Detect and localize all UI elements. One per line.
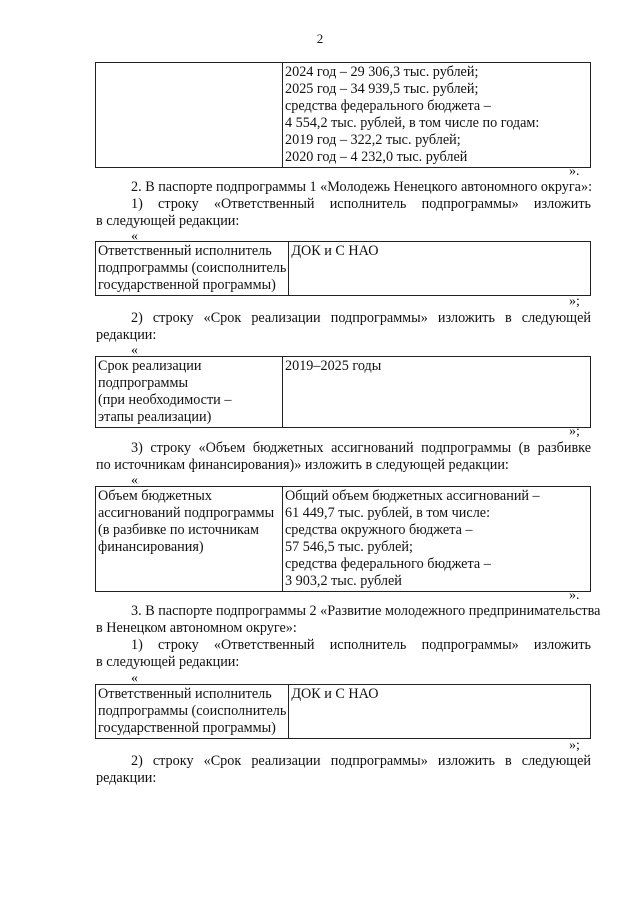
table-line: 4 554,2 тыс. рублей, в том числе по годам: <box>285 115 540 131</box>
table-line: средства федерального бюджета – <box>285 556 491 572</box>
opening-quote: « <box>131 343 138 358</box>
table-cell-left <box>96 685 289 739</box>
responsible-executor-table-2 <box>95 684 591 739</box>
closing-quote: »; <box>569 294 580 309</box>
item-3-sub-2-text-cont: редакции: <box>96 770 157 786</box>
table-line: этапы реализации) <box>98 409 212 425</box>
item-3-sub-1-text-cont: в следующей редакции: <box>96 654 240 670</box>
table-cell-left <box>96 357 283 428</box>
budget-allocation-table <box>95 486 591 592</box>
table-line: Объем бюджетных <box>98 488 212 504</box>
item-2-sub-3-text-cont: по источникам финансирования)» изложить в следующей редакции: <box>96 457 509 473</box>
item-2-sub-2-text-cont: редакции: <box>96 327 157 343</box>
table-line: (при необходимости – <box>98 392 232 408</box>
table-line: средства федерального бюджета – <box>285 98 491 114</box>
responsible-executor-table-1 <box>95 241 591 296</box>
table-line: Ответственный исполнитель <box>98 243 272 259</box>
table-line: Ответственный исполнитель <box>98 686 272 702</box>
opening-quote: « <box>131 229 138 244</box>
table-line: государственной программы) <box>98 277 276 293</box>
table-line: 3 903,2 тыс. рублей <box>285 573 402 589</box>
table-cell-left <box>96 487 283 592</box>
table-cell-right <box>283 487 591 592</box>
table-line: финансирования) <box>98 539 204 555</box>
table-line: (в разбивке по источникам <box>98 522 259 538</box>
opening-quote: « <box>131 671 138 686</box>
table-line: ассигнований подпрограммы <box>98 505 275 521</box>
table-line: 2024 год – 29 306,3 тыс. рублей; <box>285 64 479 80</box>
table-line: 2019–2025 годы <box>285 358 382 374</box>
item-2-sub-1-text: 1) строку «Ответственный исполнитель подпрограммы» изложить <box>131 196 591 212</box>
item-3-sub-1-text: 1) строку «Ответственный исполнитель подпрограммы» изложить <box>131 637 591 653</box>
table-line: Общий объем бюджетных ассигнований – <box>285 488 540 504</box>
table-cell-right <box>289 685 591 739</box>
table-line: подпрограммы <box>98 375 188 391</box>
table-line: государственной программы) <box>98 720 276 736</box>
item-3-heading: 3. В паспорте подпрограммы 2 «Развитие молодежного предпринимательства <box>131 603 601 619</box>
table-line: 2025 год – 34 939,5 тыс. рублей; <box>285 81 479 97</box>
table-line: 2020 год – 4 232,0 тыс. рублей <box>285 149 468 165</box>
table-cell-left <box>96 242 289 296</box>
item-2-sub-1-text-cont: в следующей редакции: <box>96 213 240 229</box>
item-2-heading: 2. В паспорте подпрограммы 1 «Молодежь Ненецкого автономного округа»: <box>131 179 593 195</box>
table-cell-right <box>283 63 591 168</box>
table-line: ДОК и С НАО <box>291 243 379 259</box>
closing-quote: »; <box>569 738 580 753</box>
table-line: подпрограммы (соисполнитель <box>98 260 287 276</box>
page-number: 2 <box>316 31 324 46</box>
closing-quote: ». <box>569 588 580 603</box>
item-2-sub-2-text: 2) строку «Срок реализации подпрограммы» изложить в следующей <box>131 310 591 326</box>
item-3-heading-cont: в Ненецком автономном округе»: <box>96 620 297 636</box>
table-line: 2019 год – 322,2 тыс. рублей; <box>285 132 461 148</box>
closing-quote: ». <box>569 164 580 179</box>
table-cell-right <box>289 242 591 296</box>
item-2-sub-3-text: 3) строку «Объем бюджетных ассигнований подпрограммы (в разбивке <box>131 440 591 456</box>
table-line: 61 449,7 тыс. рублей, в том числе: <box>285 505 491 521</box>
item-3-sub-2-text: 2) строку «Срок реализации подпрограммы» изложить в следующей <box>131 753 591 769</box>
table-line: средства окружного бюджета – <box>285 522 473 538</box>
table-line: 57 546,5 тыс. рублей; <box>285 539 413 555</box>
table-line: ДОК и С НАО <box>291 686 379 702</box>
table-line: Срок реализации <box>98 358 202 374</box>
opening-quote: « <box>131 473 138 488</box>
table-cell-left <box>96 63 283 168</box>
table-cell-right <box>283 357 591 428</box>
funding-continuation-table <box>95 62 591 168</box>
closing-quote: »; <box>569 424 580 439</box>
table-line: подпрограммы (соисполнитель <box>98 703 287 719</box>
implementation-term-table <box>95 356 591 428</box>
